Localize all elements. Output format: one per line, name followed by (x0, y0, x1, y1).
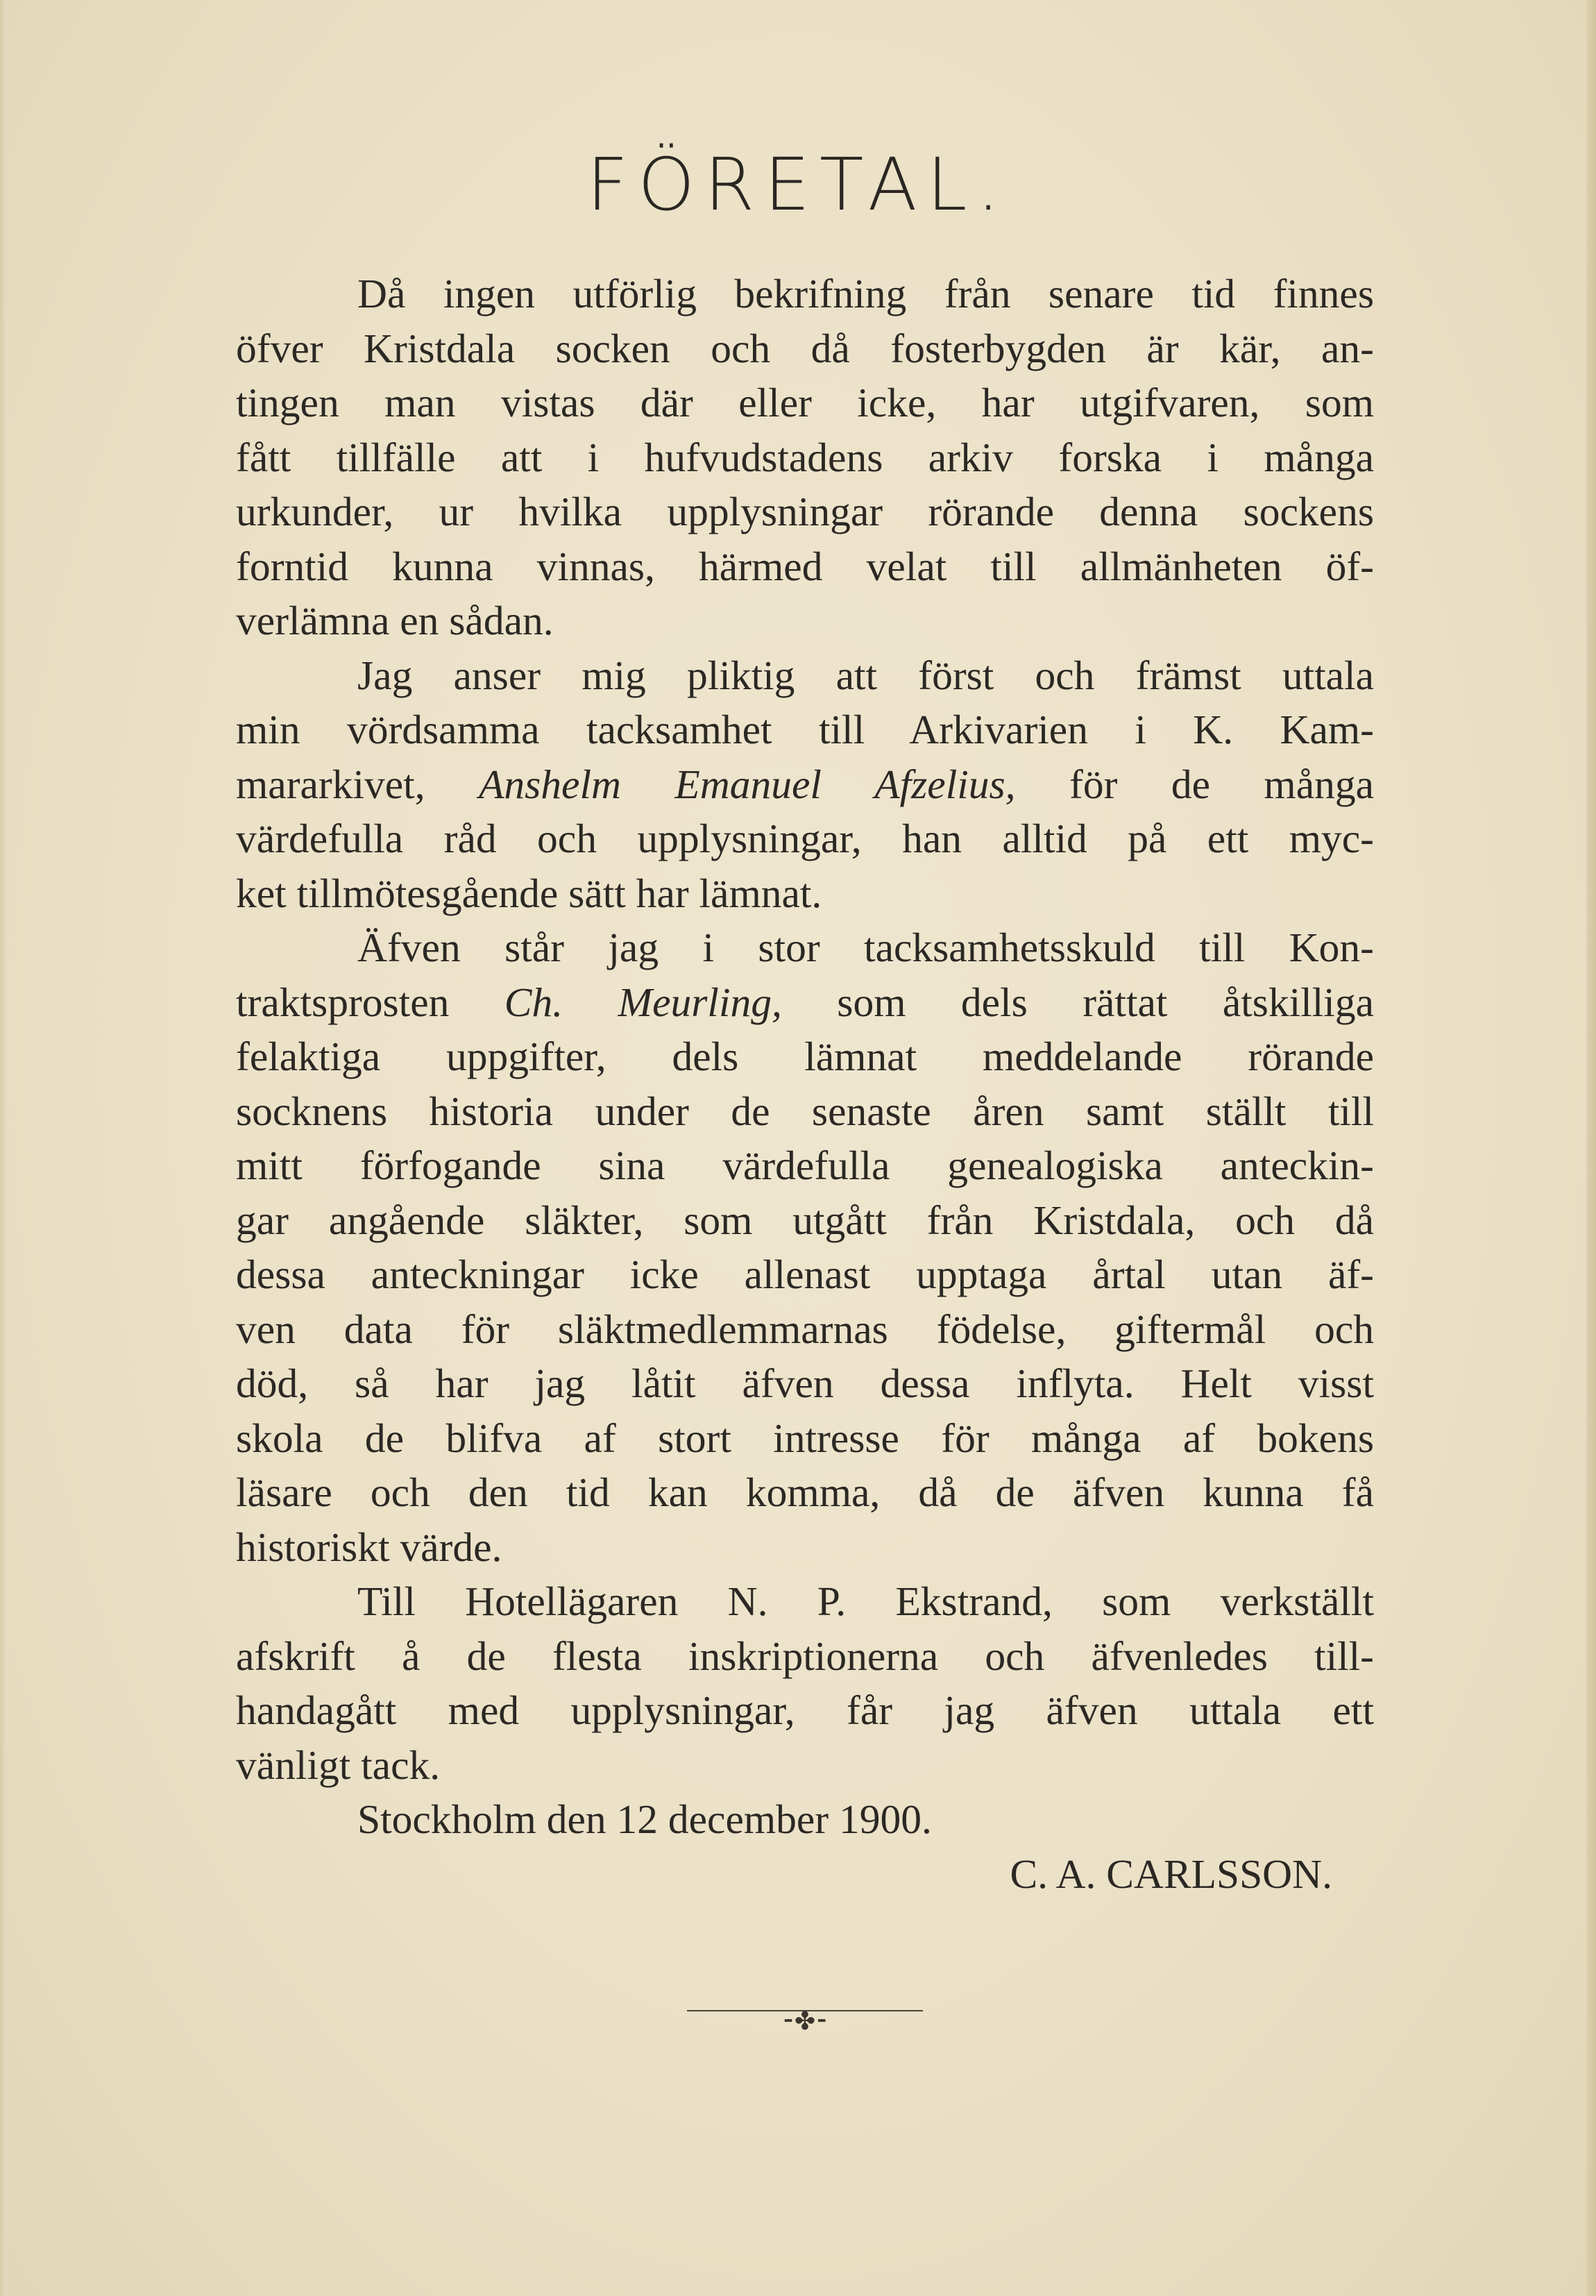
text-segment: mararkivet, (236, 761, 425, 807)
text-line: fått tillfälle att i hufvudstadens arkiv forska i många (236, 434, 1374, 480)
body-text (236, 267, 1374, 1901)
text-line: öfver Kristdala socken och då fosterbygden är kär, an- (236, 325, 1374, 371)
text-line: urkunder, ur hvilka upplysningar rörande denna sockens (236, 489, 1374, 534)
text-line-mixed (236, 975, 1374, 1030)
text-line: handagått med upplysningar, får jag äfven uttala ett (236, 1687, 1374, 1733)
italic-person-name: Ch. Meurling, (504, 979, 782, 1025)
text-line: död, så har jag låtit äfven dessa inflyta. Helt visst (236, 1360, 1374, 1406)
text-line: historiskt värde. (236, 1523, 502, 1570)
text-line: socknens historia under de senaste åren samt ställt till (236, 1088, 1374, 1134)
text-line: min vördsamma tacksamhet till Arkivarien i K. Kam- (236, 707, 1374, 752)
text-line: mitt förfogande sina värdefulla genealogiska anteckin- (236, 1142, 1374, 1188)
italic-person-name: Anshelm Emanuel Afzelius, (479, 761, 1016, 807)
page-left-edge (0, 0, 7, 2296)
text-line: värdefulla råd och upplysningar, han alltid på ett myc- (236, 816, 1374, 861)
text-line: läsare och den tid kan komma, då de äfven kunna få (236, 1469, 1374, 1515)
signature: C. A. CARLSSON. (1010, 1850, 1332, 1897)
text-line-mixed (236, 757, 1374, 812)
ornament-icon: ⁃✤⁃ (781, 2007, 829, 2036)
page-right-edge (1586, 0, 1596, 2296)
text-segment: traktsprosten (236, 979, 450, 1025)
text-line: ven data för släktmedlemmarnas födelse, giftermål och (236, 1306, 1374, 1352)
text-line: verlämna en sådan. (236, 598, 554, 643)
text-line: Till Hotellägaren N. P. Ekstrand, som verkställt (357, 1578, 1374, 1624)
text-line: Jag anser mig pliktig att först och främst uttala (357, 652, 1374, 698)
ornament-divider (687, 2003, 923, 2038)
text-line: afskrift å de flesta inskriptionerna och äfvenledes till- (236, 1632, 1374, 1679)
text-line: forntid kunna vinnas, härmed velat till allmänheten öf- (236, 543, 1374, 589)
place-date: Stockholm den 12 december 1900. (357, 1796, 932, 1842)
text-line: vänligt tack. (236, 1741, 441, 1788)
text-line: Äfven står jag i stor tacksamhetsskuld till Kon- (357, 925, 1374, 970)
text-line: dessa anteckningar icke allenast upptaga årtal utan äf- (236, 1251, 1374, 1297)
text-line: tingen man vistas där eller icke, har utgifvaren, som (236, 380, 1374, 425)
text-segment: för de många (1069, 761, 1375, 807)
text-line: gar angående släkter, som utgått från Kristdala, och då (236, 1197, 1374, 1243)
page-title: FÖRETAL. (586, 142, 1010, 227)
text-line: Då ingen utförlig bekrifning från senare tid finnes (357, 271, 1374, 316)
text-line: skola de blifva af stort intresse för många af bokens (236, 1415, 1374, 1461)
text-line: ket tillmötesgående sätt har lämnat. (236, 870, 822, 916)
text-segment: som dels rättat åtskilliga (837, 979, 1374, 1025)
text-line: felaktiga uppgifter, dels lämnat meddelande rörande (236, 1033, 1374, 1079)
